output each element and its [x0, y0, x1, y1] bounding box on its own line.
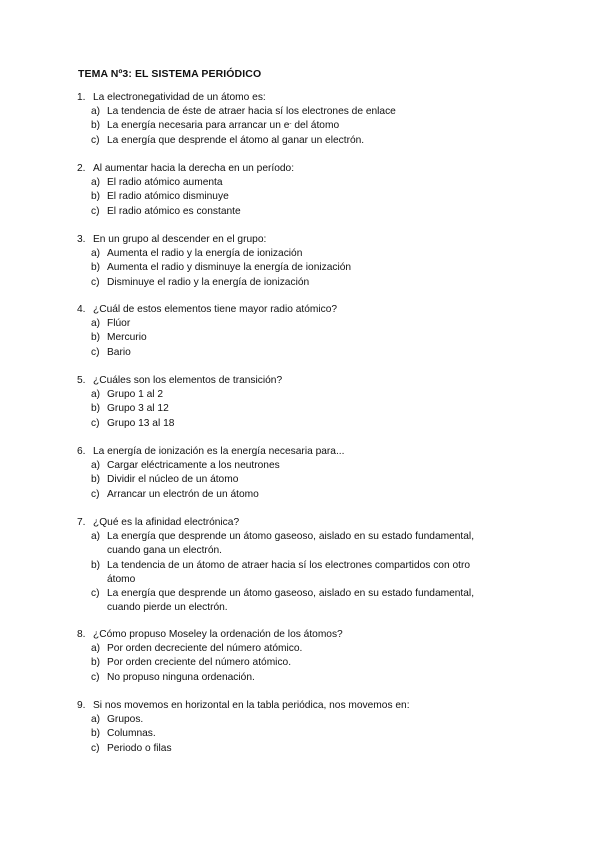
option-b [77, 473, 517, 487]
question-3 [77, 233, 517, 290]
option-text: Bario [107, 346, 131, 358]
option-text: Aumenta el radio y la energía de ionización [107, 248, 303, 260]
option-a [77, 388, 517, 402]
option-c [77, 742, 517, 756]
option-text: Cargar eléctricamente a los neutrones [107, 460, 280, 472]
option-text-end: del átomo [291, 120, 340, 132]
option-letter: c) [91, 346, 100, 358]
option-c [77, 276, 517, 290]
question-number: 4. [77, 304, 86, 315]
option-text: Grupo 3 al 12 [107, 403, 169, 415]
option-letter: c) [91, 134, 100, 146]
option-text: El radio atómico aumenta [107, 177, 223, 189]
option-b [77, 119, 517, 133]
option-text: No propuso ninguna ordenación. [107, 671, 255, 683]
option-text: Disminuye el radio y la energía de ionización [107, 276, 310, 288]
option-letter: b) [91, 474, 101, 486]
option-letter: a) [91, 318, 101, 330]
option-text: Por orden decreciente del número atómico. [107, 643, 303, 655]
option-text: La tendencia de éste de atraer hacia sí los electrones de enlace [107, 106, 396, 118]
option-letter: a) [91, 531, 101, 543]
question-4 [77, 303, 517, 360]
question-text: ¿Cómo propuso Moseley la ordenación de los átomos? [93, 629, 343, 640]
option-text: El radio atómico disminuye [107, 191, 229, 203]
option-letter: a) [91, 714, 101, 726]
option-c [77, 417, 517, 431]
option-b [77, 402, 517, 416]
question-9 [77, 699, 517, 756]
option-text: Mercurio [107, 332, 147, 344]
option-text: Por orden creciente del número atómico. [107, 657, 292, 669]
option-b [77, 190, 517, 204]
option-b [77, 559, 517, 587]
question-text: ¿Cuál de estos elementos tiene mayor radio atómico? [93, 304, 338, 315]
option-a [77, 176, 517, 190]
question-text: Si nos movemos en horizontal en la tabla periódica, nos movemos en: [93, 700, 410, 711]
question-number: 7. [77, 517, 86, 528]
question-8 [77, 628, 517, 685]
question-number: 9. [77, 700, 86, 711]
option-text-continuation: cuando pierde un electrón. [107, 602, 228, 614]
option-text: La tendencia de un átomo de atraer hacia sí los electrones compartidos con otro [107, 559, 471, 571]
option-text: Aumenta el radio y disminuye la energía de ionización [107, 262, 352, 274]
electron-superscript: - [289, 120, 292, 128]
option-a [77, 459, 517, 473]
question-number: 5. [77, 375, 86, 386]
option-c [77, 205, 517, 219]
option-letter: b) [91, 403, 101, 415]
option-a [77, 105, 517, 119]
option-letter: a) [91, 389, 101, 401]
option-c [77, 587, 517, 615]
option-text-continuation: cuando gana un electrón. [107, 545, 222, 557]
question-text: La electronegatividad de un átomo es: [93, 92, 266, 103]
option-text: La energía que desprende un átomo gaseoso, aislado en su estado fundamental, [107, 588, 475, 599]
option-letter: a) [91, 106, 101, 118]
option-c [77, 134, 517, 148]
question-number: 6. [77, 446, 86, 457]
question-6 [77, 445, 517, 502]
option-letter: c) [91, 488, 100, 500]
option-letter: b) [91, 728, 101, 740]
question-number: 8. [77, 629, 86, 640]
option-text: El radio atómico es constante [107, 205, 241, 217]
option-text: Columnas. [107, 728, 156, 740]
option-letter: b) [91, 332, 101, 344]
option-text: La energía que desprende el átomo al ganar un electrón. [107, 134, 365, 146]
question-number: 1. [77, 92, 86, 103]
option-text: Grupos. [107, 714, 144, 726]
option-letter: a) [91, 643, 101, 655]
option-text: La energía que desprende un átomo gaseoso, aislado en su estado fundamental, [107, 531, 475, 543]
question-number: 2. [77, 163, 86, 174]
option-letter: b) [91, 191, 101, 203]
option-c [77, 488, 517, 502]
option-letter: b) [91, 120, 101, 132]
question-text: En un grupo al descender en el grupo: [93, 234, 267, 245]
option-text: Grupo 13 al 18 [107, 417, 175, 429]
option-letter: b) [91, 559, 101, 571]
option-text: Flúor [107, 318, 131, 330]
question-text: Al aumentar hacia la derecha en un período: [93, 163, 295, 174]
option-a [77, 317, 517, 331]
option-text-continuation: átomo [107, 573, 136, 585]
option-letter: b) [91, 262, 101, 274]
option-text [107, 119, 517, 133]
option-a [77, 247, 517, 261]
option-letter: b) [91, 657, 101, 669]
option-c [77, 671, 517, 685]
option-letter: c) [91, 742, 100, 754]
option-letter: c) [91, 671, 100, 683]
option-c [77, 346, 517, 360]
option-b [77, 331, 517, 345]
option-letter: c) [91, 276, 100, 288]
option-b [77, 656, 517, 670]
option-letter: a) [91, 248, 101, 260]
option-a [77, 530, 517, 558]
question-text: ¿Qué es la afinidad electrónica? [93, 517, 240, 528]
option-b [77, 261, 517, 275]
option-a [77, 713, 517, 727]
option-letter: c) [91, 588, 100, 599]
option-text: Grupo 1 al 2 [107, 389, 164, 401]
question-5 [77, 374, 517, 431]
option-text: Periodo o filas [107, 742, 172, 754]
option-letter: c) [91, 205, 100, 217]
document-title: TEMA Nº3: EL SISTEMA PERIÓDICO [78, 68, 262, 80]
option-text: Dividir el núcleo de un átomo [107, 474, 239, 486]
option-b [77, 727, 517, 741]
option-letter: a) [91, 460, 101, 472]
question-text: La energía de ionización es la energía necesaria para... [93, 446, 345, 457]
option-a [77, 642, 517, 656]
option-text: Arrancar un electrón de un átomo [107, 488, 259, 500]
option-letter: c) [91, 417, 100, 429]
question-number: 3. [77, 234, 86, 245]
option-letter: a) [91, 177, 101, 189]
option-text-start: La energía necesaria para arrancar un e [107, 120, 290, 132]
question-1 [77, 91, 517, 148]
question-2 [77, 162, 517, 219]
question-7 [77, 516, 517, 615]
question-text: ¿Cuáles son los elementos de transición? [93, 375, 283, 386]
